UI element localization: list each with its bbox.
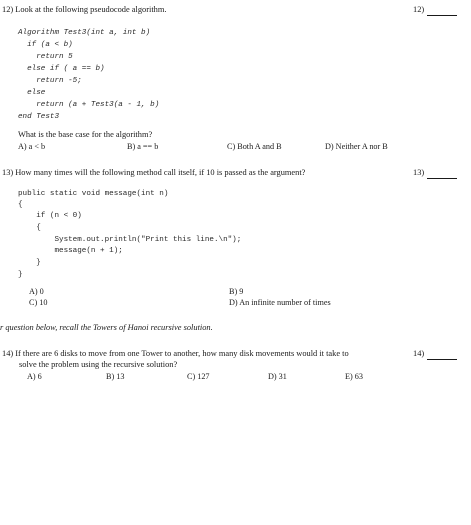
section-instruction: r question below, recall the Towers of Hanoi recursive solution.: [0, 323, 213, 332]
q14-choice-c: C) 127: [187, 372, 210, 381]
q14-choice-a: A) 6: [27, 372, 42, 381]
q13-choice-b: B) 9: [229, 287, 244, 296]
code-line: System.out.println("Print this line.\n");: [18, 236, 242, 244]
code-line: if (a < b): [18, 41, 73, 49]
q14-number: 14): [413, 349, 425, 358]
code-line: Algorithm Test3(int a, int b): [18, 29, 151, 37]
code-line: return -5;: [18, 77, 82, 85]
code-line: end Test3: [18, 113, 60, 121]
q12-choice-d: D) Neither A nor B: [325, 142, 388, 151]
q13-answer-blank: [427, 178, 457, 179]
q13-choice-c: C) 10: [29, 298, 48, 307]
q14-prompt-line1: 14) If there are 6 disks to move from one Tower to another, how many disk movements would it take to: [2, 349, 349, 358]
q12-choice-c: C) Both A and B: [227, 142, 282, 151]
code-line: return 5: [18, 53, 73, 61]
code-line: }: [18, 259, 41, 267]
q12-answer-blank: [427, 15, 457, 16]
q13-number: 13): [413, 168, 425, 177]
q14-choice-e: E) 63: [345, 372, 363, 381]
q13-choice-d: D) An infinite number of times: [229, 298, 331, 307]
code-line: message(n + 1);: [18, 247, 123, 255]
code-line: public static void message(int n): [18, 190, 169, 198]
code-line: else: [18, 89, 46, 97]
code-line: {: [18, 201, 23, 209]
code-line: }: [18, 271, 23, 279]
code-line: else if ( a == b): [18, 65, 105, 73]
q13-prompt: 13) How many times will the following method call itself, if 10 is passed as the argument?: [2, 168, 306, 177]
q12-choice-a: A) a < b: [18, 142, 46, 151]
code-line: return (a + Test3(a - 1, b): [18, 101, 160, 109]
q12-question: What is the base case for the algorithm?: [18, 130, 153, 139]
q14-choice-b: B) 13: [106, 372, 125, 381]
code-line: {: [18, 224, 41, 232]
q14-choice-d: D) 31: [268, 372, 287, 381]
q12-number: 12): [413, 5, 425, 14]
q12-prompt: 12) Look at the following pseudocode algorithm.: [2, 5, 167, 14]
q12-choice-b: B) a == b: [127, 142, 159, 151]
q14-prompt-line2: solve the problem using the recursive solution?: [19, 360, 178, 369]
q14-answer-blank: [427, 359, 457, 360]
q13-choice-a: A) 0: [29, 287, 44, 296]
code-line: if (n < 0): [18, 212, 82, 220]
